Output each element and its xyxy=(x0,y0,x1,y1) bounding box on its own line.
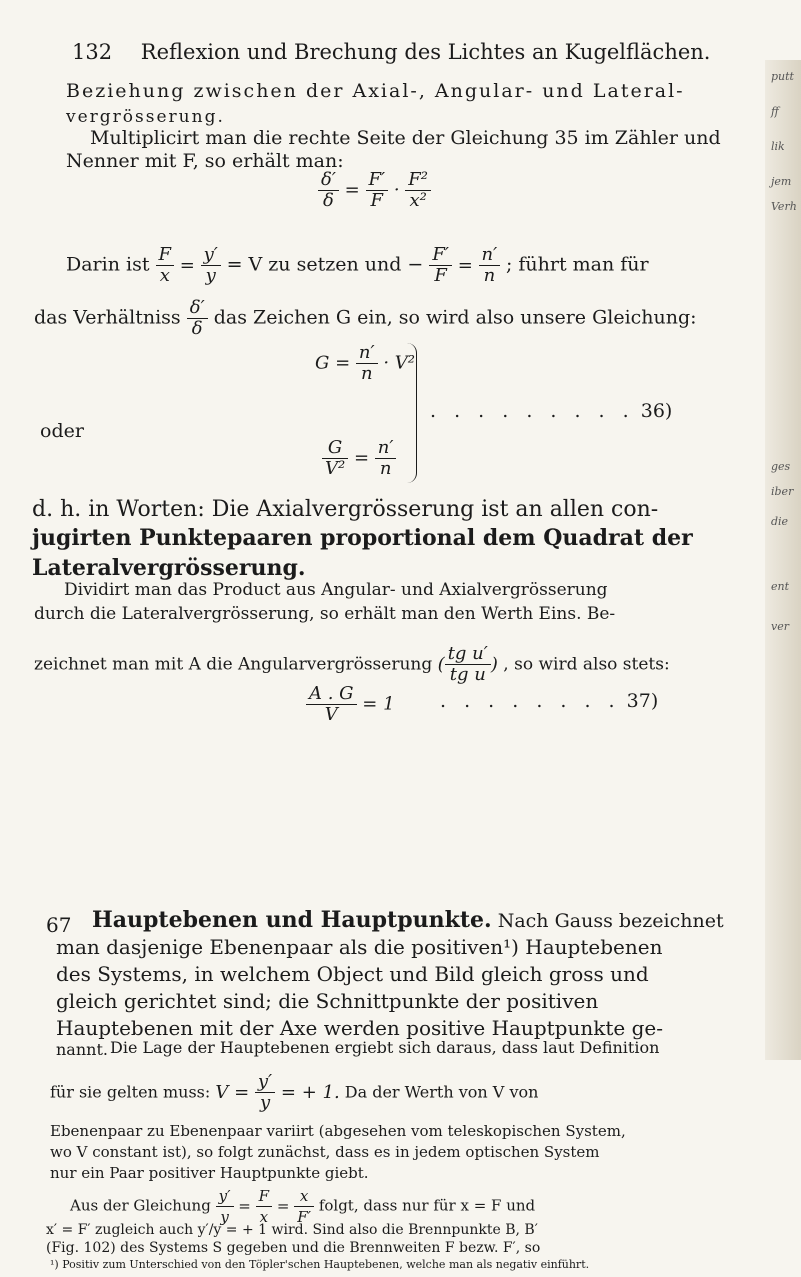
margin-fragment: ff xyxy=(771,105,779,118)
equation-36a: G = $\frac{n'}{n}$ · V² xyxy=(315,342,416,384)
text-line-equation: Aus der Gleichung $\frac{y'}{y}$ = $\frac{F}{x}$ = $\frac{x}{F'}$ folgt, dass nur für x = F und xyxy=(70,1187,536,1226)
margin-fragment: iber xyxy=(771,485,794,498)
equation-number-36: . . . . . . . . . 36) xyxy=(430,400,673,422)
section-heading: Hauptebenen und Hauptpunkte. Nach Gauss bezeichnet xyxy=(92,907,724,933)
text-line: man dasjenige Ebenenpaar als die positiven¹) Hauptebenen xyxy=(56,935,663,959)
text-line: durch die Lateralvergrösserung, so erhält man den Werth Eins. Be- xyxy=(34,604,616,624)
text-line-vdef: für sie gelten muss: V = $\frac{y'}{y}$ = + 1. Da der Werth von V von xyxy=(50,1071,539,1113)
heading-line-2: vergrösserung. xyxy=(66,107,225,127)
page-number: 132 xyxy=(72,40,113,64)
margin-fragment: ent xyxy=(771,580,790,593)
text-line-definitions: Darin ist $\frac{F}{x}$ = $\frac{y'}{y}$ = V zu setzen und − $\frac{F'}{F}$ = $\frac{n'}{n}$ ; führt man für xyxy=(66,244,649,286)
section-number: 67 xyxy=(46,913,72,937)
margin-fragment: lik xyxy=(771,140,785,153)
heading-line: Beziehung zwischen der Axial-, Angular- und Lateral- xyxy=(66,80,685,102)
text-line: Hauptebenen mit der Axe werden positive Hauptpunkte ge- xyxy=(56,1016,663,1040)
text-line: Die Lage der Hauptebenen ergiebt sich daraus, dass laut Definition xyxy=(110,1038,660,1057)
equation-delta-ratio: $\frac{\delta'}{\delta}$ = $\frac{F'}{F}$ · $\frac{\text{F²}}{\text{x²}}$ xyxy=(318,170,431,211)
margin-fragment: jem xyxy=(771,175,792,188)
margin-fragment: putt xyxy=(771,70,794,83)
text-line: Nenner mit F, so erhält man: xyxy=(66,150,344,172)
equation-number-37: . . . . . . . . 37) xyxy=(440,690,659,712)
text-line: Ebenenpaar zu Ebenenpaar variirt (abgesehen vom teleskopischen System, xyxy=(50,1122,626,1140)
margin-fragment: die xyxy=(771,515,789,528)
equation-36b: $\frac{G}{\text{V²}}$ = $\frac{n'}{n}$ xyxy=(322,438,396,479)
emphasis-line-3: Lateralvergrösserung. xyxy=(32,555,306,581)
margin-fragment: Verh xyxy=(771,200,797,213)
facing-page-edge xyxy=(765,60,801,1060)
text-line: wo V constant ist), so folgt zunächst, dass es in jedem optischen System xyxy=(50,1143,600,1161)
equation-37: $\frac{A . G}{V}$ = 1 xyxy=(306,684,395,725)
footnote: ¹) Positiv zum Unterschied von den Töpler'schen Hauptebenen, welche man als negativ einführt. xyxy=(50,1258,590,1271)
text-line: nur ein Paar positiver Hauptpunkte giebt. xyxy=(50,1164,369,1182)
text-line: Dividirt man das Product aus Angular- und Axialvergrösserung xyxy=(64,580,608,600)
text-line: Multiplicirt man die rechte Seite der Gleichung 35 im Zähler und xyxy=(90,127,721,149)
text-line: (Fig. 102) des Systems S gegeben und die Brennweiten F bezw. F′, so xyxy=(46,1240,541,1256)
margin-fragment: ver xyxy=(771,620,789,633)
text-line-angular: zeichnet man mit A die Angularvergrösserung ( $\frac{\text{tg u′}}{\text{tg u}}$ ) , so wird also stets: xyxy=(34,643,670,685)
emphasis-line-2: jugirten Punktepaaren proportional dem Quadrat der xyxy=(32,525,693,551)
oder-label: oder xyxy=(40,420,84,442)
text-line: x′ = F′ zugleich auch y′/y = + 1 wird. Sind also die Brennpunkte B, B′ xyxy=(46,1222,538,1238)
margin-fragment: ges xyxy=(771,460,791,473)
equation-brace xyxy=(404,343,417,483)
text-line: gleich gerichtet sind; die Schnittpunkte der positiven xyxy=(56,989,599,1013)
text-line: des Systems, in welchem Object und Bild gleich gross und xyxy=(56,962,649,986)
running-head xyxy=(72,40,710,64)
text-line: nannt. xyxy=(56,1040,108,1059)
running-title: Reflexion und Brechung des Lichtes an Kugelflächen. xyxy=(140,40,711,64)
emphasis-line: d. h. in Worten: Die Axialvergrösserung ist an allen con- xyxy=(32,497,659,522)
text-line-ratio: das Verhältniss $\frac{\delta'}{\delta}$ das Zeichen G ein, so wird also unsere Gleichung: xyxy=(34,297,697,339)
